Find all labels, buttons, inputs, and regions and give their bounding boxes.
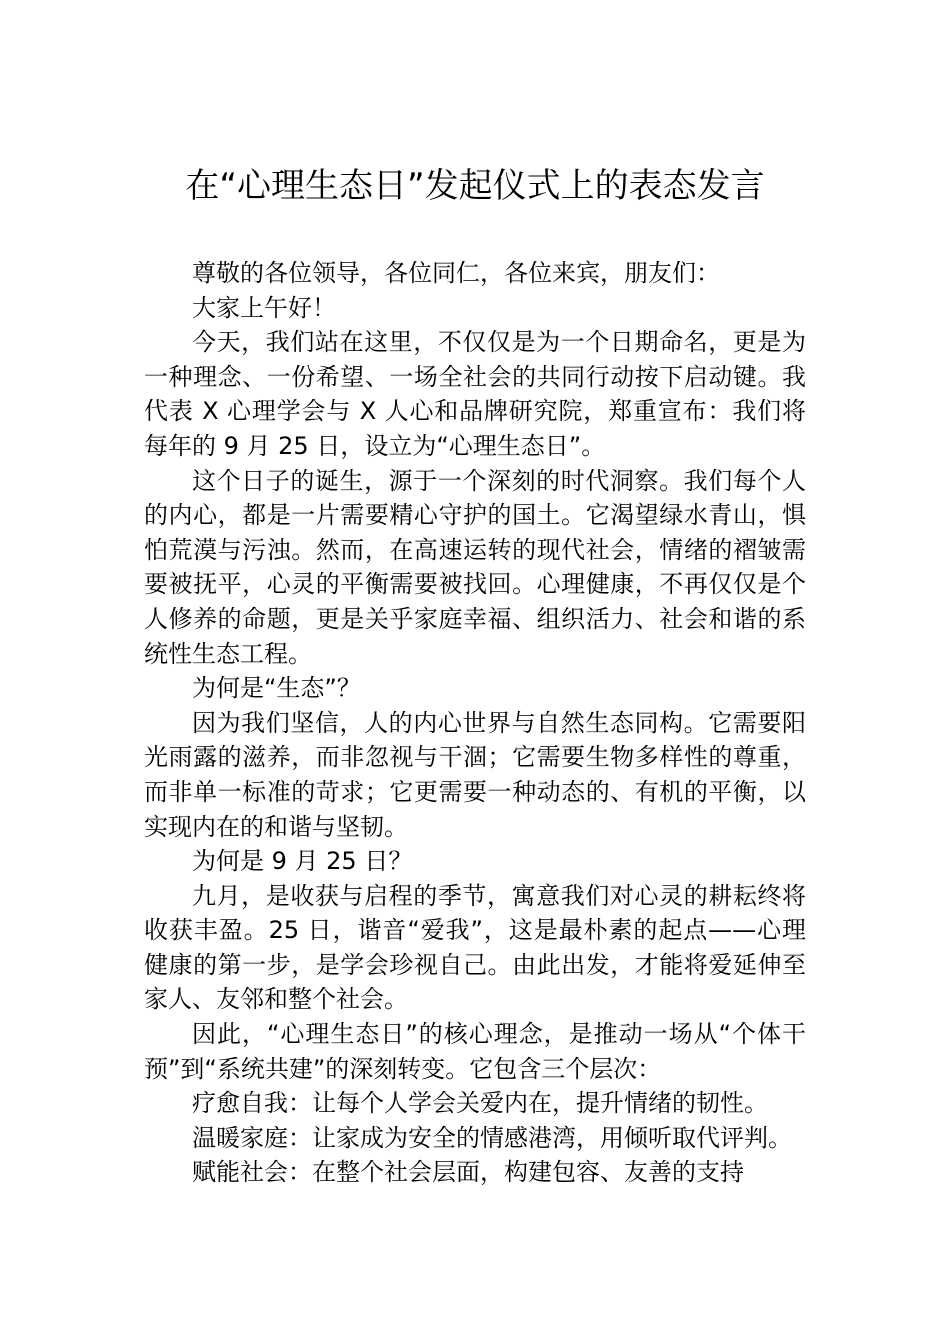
body-paragraph: 因为我们坚信，人的内心世界与自然生态同构。它需要阳光雨露的滋养，而非忽视与干涸；它需要生物多样性的尊重，而非单一标准的苛求；它更需要一种动态的、有机的平衡，以实现内在的和谐与坚韧。 (144, 708, 806, 841)
body-paragraph: 今天，我们站在这里，不仅仅是为一个日期命名，更是为一种理念、一份希望、一场全社会的共同行动按下启动键。我代表 X 心理学会与 X 人心和品牌研究院，郑重宣布：我们将每年的 9 月 25 日，设立为“心理生态日”。 (144, 328, 806, 460)
question-paragraph: 为何是 9 月 25 日？ (192, 847, 413, 876)
salutation-paragraph: 尊敬的各位领导，各位同仁，各位来宾，朋友们： (192, 259, 720, 287)
level-item-paragraph: 疗愈自我：让每个人学会关爱内在，提升情绪的韧性。 (192, 1089, 768, 1118)
document-title: 在“心理生态日”发起仪式上的表态发言 (185, 166, 765, 206)
level-item-paragraph: 赋能社会：在整个社会层面，构建包容、友善的支持 (192, 1158, 744, 1187)
greeting-paragraph: 大家上午好！ (192, 293, 336, 322)
body-paragraph: 因此，“心理生态日”的核心理念，是推动一场从“个体干预”到“系统共建”的深刻转变。它包含三个层次： (144, 1020, 806, 1083)
question-paragraph: 为何是“生态”？ (192, 674, 361, 703)
level-item-paragraph: 温暖家庭：让家成为安全的情感港湾，用倾听取代评判。 (192, 1123, 792, 1152)
body-paragraph: 九月，是收获与启程的季节，寓意我们对心灵的耕耘终将收获丰盈。25 日，谐音“爱我”，这是最朴素的起点——心理健康的第一步，是学会珍视自己。由此出发，才能将爱延伸至家人、友邻和整个社会。 (144, 881, 806, 1014)
document-body (144, 256, 806, 1190)
body-paragraph: 这个日子的诞生，源于一个深刻的时代洞察。我们每个人的内心，都是一片需要精心守护的国土。它渴望绿水青山，惧怕荒漠与污浊。然而，在高速运转的现代社会，情绪的褶皱需要被抚平，心灵的平衡需要被找回。心理健康，不再仅仅是个人修养的命题，更是关乎家庭幸福、组织活力、社会和谐的系统性生态工程。 (144, 466, 806, 668)
